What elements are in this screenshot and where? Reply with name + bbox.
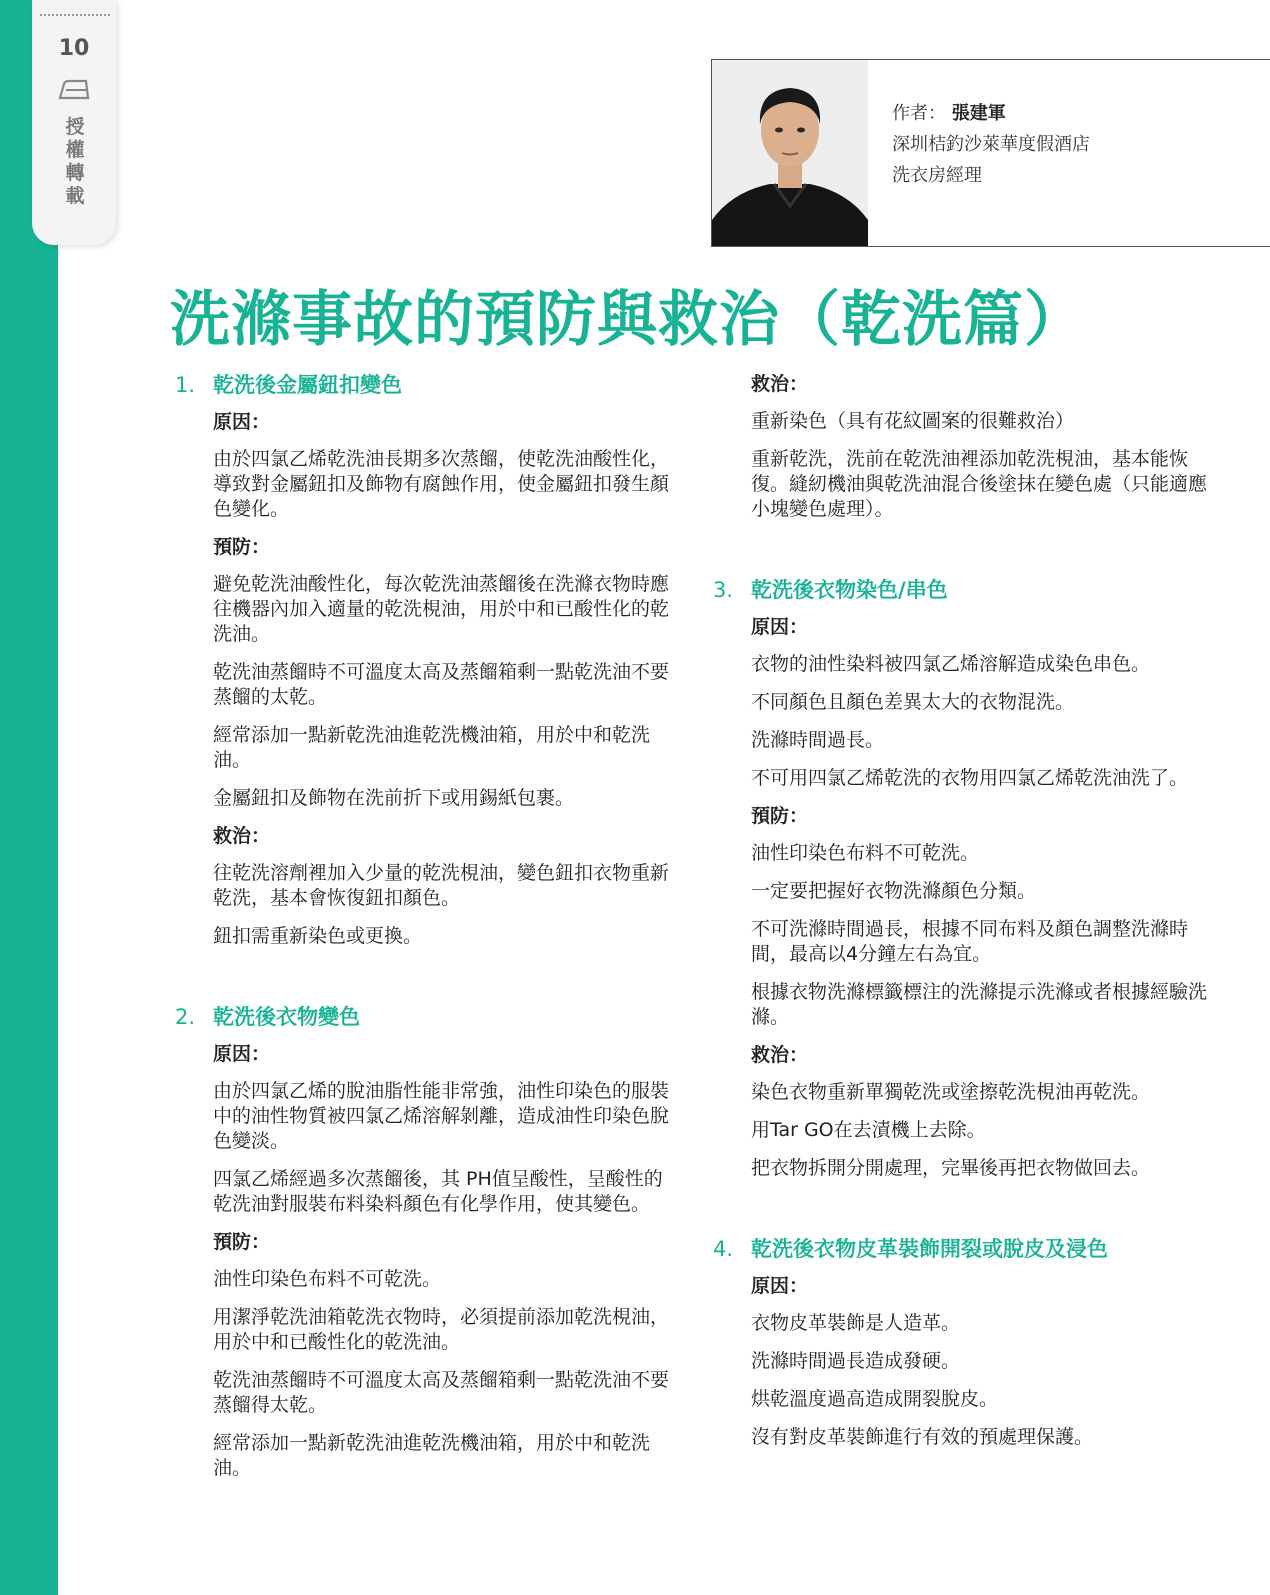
paragraph: 衣物皮革裝飾是人造革。	[751, 1312, 961, 1334]
section-heading	[175, 372, 673, 398]
section-title: 乾洗後金屬鈕扣變色	[213, 373, 402, 397]
author-position: 洗衣房經理	[892, 165, 982, 186]
paragraph: 乾洗油蒸餾時不可溫度太高及蒸餾箱剩一點乾洗油不要蒸餾的太乾。	[213, 661, 670, 708]
section-number: 1.	[175, 373, 196, 397]
paragraph: 油性印染色布料不可乾洗。	[213, 1268, 442, 1290]
paragraph: 經常添加一點新乾洗油進乾洗機油箱，用於中和乾洗油。	[213, 1432, 651, 1479]
paragraph: 洗滌時間過長造成發硬。	[751, 1350, 961, 1372]
prevent-label: 預防：	[213, 536, 271, 558]
remedy-label: 救治：	[213, 825, 271, 847]
article-title: 洗滌事故的預防與救治（乾洗篇）	[170, 285, 1085, 355]
author-info	[892, 98, 1090, 191]
iron-icon	[56, 78, 92, 102]
author-box	[711, 59, 1270, 247]
right-column	[713, 372, 1211, 1463]
paragraph: 把衣物拆開分開處理，完畢後再把衣物做回去。	[751, 1157, 1151, 1179]
left-column	[175, 372, 673, 1494]
author-org: 深圳桔釣沙萊華度假酒店	[892, 134, 1090, 155]
paragraph: 用潔淨乾洗油箱乾洗衣物時，必須提前添加乾洗梘油，用於中和已酸性化的乾洗油。	[213, 1306, 670, 1353]
section-heading	[713, 1236, 1211, 1262]
paragraph: 四氯乙烯經過多次蒸餾後，其 PH值呈酸性，呈酸性的乾洗油對服裝布料染料顏色有化學作用，使其變色。	[213, 1168, 663, 1215]
cause-label: 原因：	[213, 1043, 271, 1065]
paragraph: 染色衣物重新單獨乾洗或塗擦乾洗梘油再乾洗。	[751, 1081, 1151, 1103]
paragraph: 不可洗滌時間過長，根據不同布料及顏色調整洗滌時間，最高以4分鐘左右為宜。	[751, 918, 1189, 965]
paragraph: 一定要把握好衣物洗滌顏色分類。	[751, 880, 1037, 902]
paragraph: 金屬鈕扣及飾物在洗前折下或用錫紙包裹。	[213, 787, 575, 809]
tab-label-char: 載	[65, 185, 85, 207]
paragraph: 沒有對皮革裝飾進行有效的預處理保護。	[751, 1426, 1094, 1448]
paragraph: 不可用四氯乙烯乾洗的衣物用四氯乙烯乾洗油洗了。	[751, 767, 1189, 789]
paragraph: 重新乾洗，洗前在乾洗油裡添加乾洗梘油，基本能恢復。縫紉機油與乾洗油混合後塗抹在變色處（只能適應小塊變色處理）。	[751, 448, 1208, 520]
section-number: 4.	[713, 1237, 734, 1261]
author-label: 作者：	[892, 103, 946, 124]
paragraph: 不同顏色且顏色差異太大的衣物混洗。	[751, 691, 1075, 713]
cause-label: 原因：	[213, 411, 271, 433]
tab-label-char: 轉	[65, 162, 85, 184]
cause-label: 原因：	[751, 1275, 809, 1297]
remedy-label: 救治：	[751, 1044, 809, 1066]
paragraph: 根據衣物洗滌標籤標注的洗滌提示洗滌或者根據經驗洗滌。	[751, 981, 1208, 1028]
paragraph: 往乾洗溶劑裡加入少量的乾洗梘油，變色鈕扣衣物重新乾洗，基本會恢復鈕扣顏色。	[213, 862, 670, 909]
author-photo	[712, 60, 868, 246]
section-heading	[175, 1004, 673, 1030]
paragraph: 乾洗油蒸餾時不可溫度太高及蒸餾箱剩一點乾洗油不要蒸餾得太乾。	[213, 1369, 670, 1416]
author-name: 張建軍	[951, 103, 1006, 124]
paragraph: 經常添加一點新乾洗油進乾洗機油箱，用於中和乾洗油。	[213, 724, 651, 771]
paragraph: 重新染色（具有花紋圖案的很難救治）	[751, 410, 1075, 432]
paragraph: 鈕扣需重新染色或更換。	[213, 925, 423, 947]
paragraph: 避免乾洗油酸性化，每次乾洗油蒸餾後在洗滌衣物時應往機器內加入適量的乾洗梘油，用於中和已酸性化的乾洗油。	[213, 573, 670, 645]
page-number: 10	[58, 36, 90, 61]
paragraph: 由於四氯乙烯乾洗油長期多次蒸餾，使乾洗油酸性化，導致對金屬鈕扣及飾物有腐蝕作用，使金屬鈕扣發生顏色變化。	[213, 448, 670, 520]
cause-label: 原因：	[751, 616, 809, 638]
section-number: 3.	[713, 578, 734, 602]
prevent-label: 預防：	[213, 1231, 271, 1253]
paragraph: 衣物的油性染料被四氯乙烯溶解造成染色串色。	[751, 653, 1151, 675]
author-line	[892, 98, 1090, 129]
section-title: 乾洗後衣物變色	[213, 1005, 360, 1029]
section-number: 2.	[175, 1005, 196, 1029]
section-title: 乾洗後衣物皮革裝飾開裂或脫皮及浸色	[751, 1237, 1108, 1261]
paragraph: 烘乾溫度過高造成開裂脫皮。	[751, 1388, 999, 1410]
paragraph: 洗滌時間過長。	[751, 729, 885, 751]
tab-label-char: 授	[65, 116, 85, 138]
tab-stitch-line	[40, 14, 110, 16]
section-heading	[713, 577, 1211, 603]
section-title: 乾洗後衣物染色/串色	[751, 578, 948, 602]
paragraph: 油性印染色布料不可乾洗。	[751, 842, 980, 864]
tab-label	[62, 116, 88, 208]
tab-label-char: 權	[65, 139, 85, 161]
prevent-label: 預防：	[751, 805, 809, 827]
remedy-label: 救治：	[751, 373, 809, 395]
author-portrait-icon	[712, 60, 868, 246]
paragraph: 用Tar GO在去漬機上去除。	[751, 1119, 986, 1141]
paragraph: 由於四氯乙烯的脫油脂性能非常強，油性印染色的服裝中的油性物質被四氯乙烯溶解剝離，造成油性印染色脫色變淡。	[213, 1080, 670, 1152]
side-tab	[32, 0, 116, 245]
